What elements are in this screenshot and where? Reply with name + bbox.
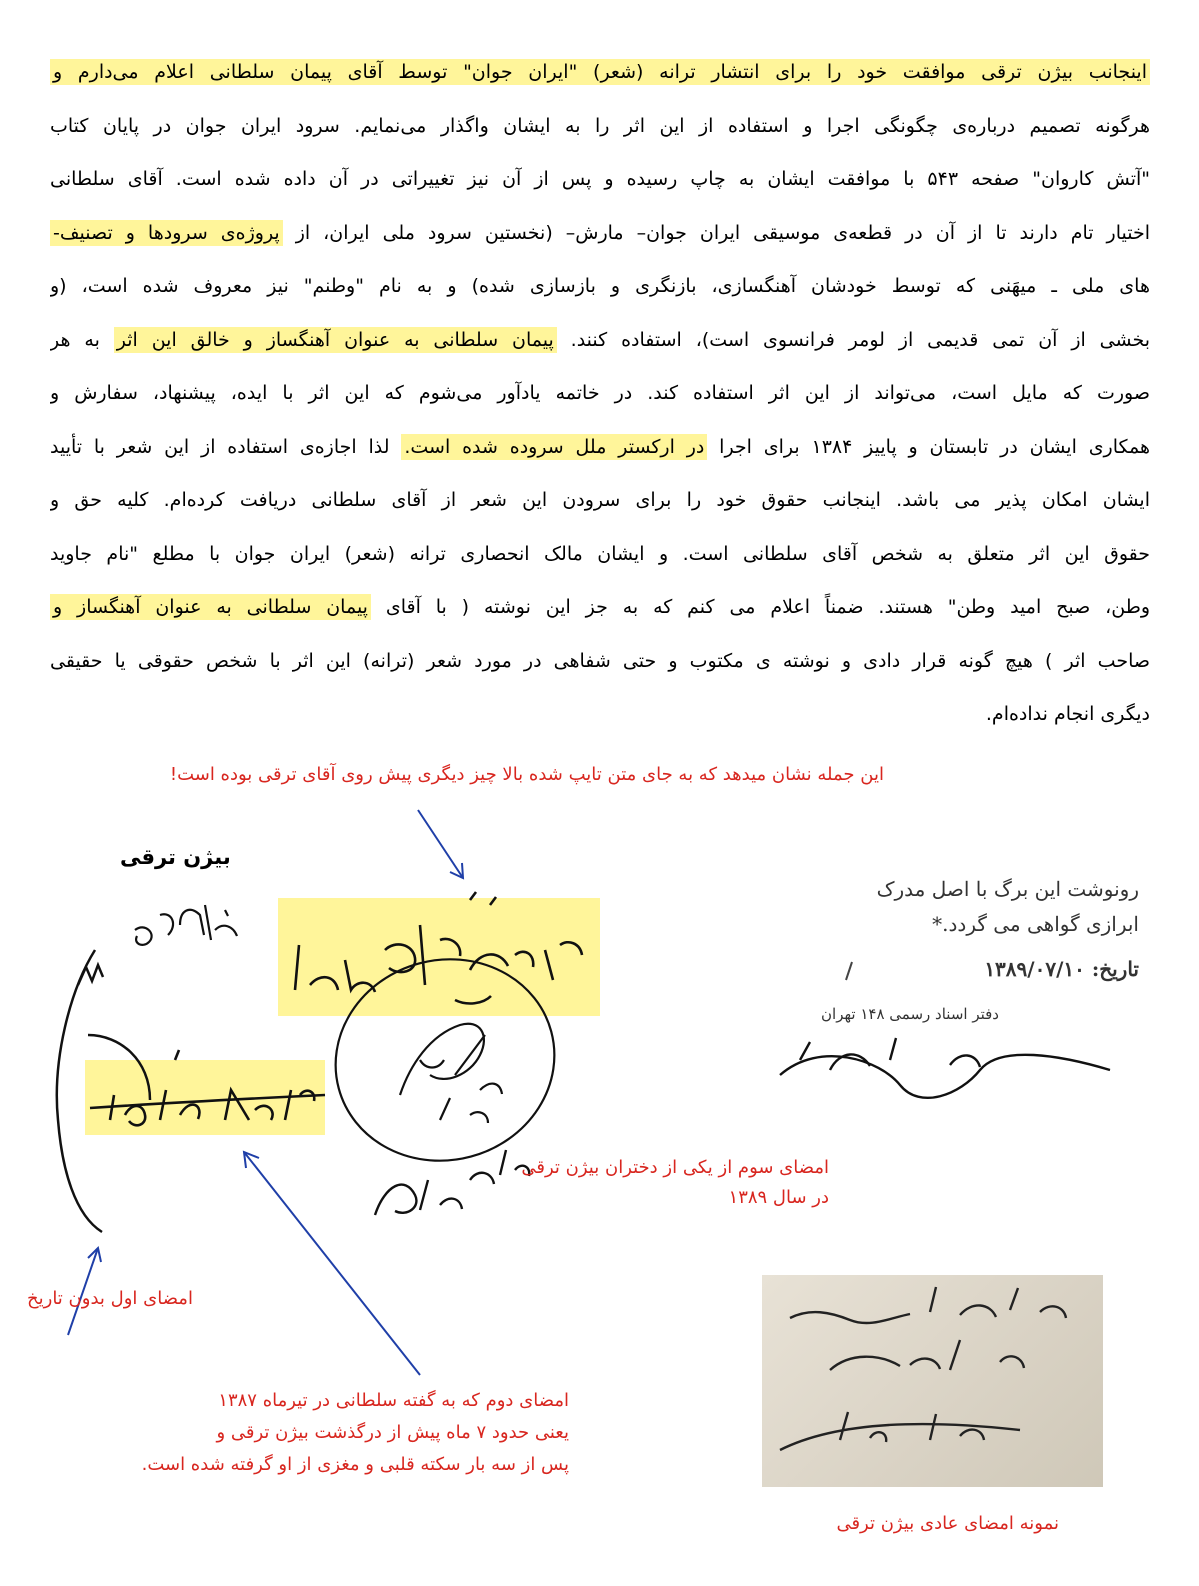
handwritten-name-upper xyxy=(135,905,237,945)
paragraph-line xyxy=(50,260,1150,314)
signature-name-label: بیژن ترقی xyxy=(120,845,231,869)
paragraph-line xyxy=(50,528,1150,582)
annotation-top-note: این جمله نشان میدهد که به جای متن تایپ شده بالا چیز دیگری پیش روی آقای ترقی بوده است! xyxy=(169,764,884,785)
paragraph-line xyxy=(50,46,1150,100)
paragraph-text: به هر xyxy=(50,328,114,351)
annotation-normal-signature: نمونه امضای عادی بیژن ترقی xyxy=(836,1513,1059,1534)
highlighted-text: پیمان سلطانی به عنوان آهنگساز و xyxy=(50,594,371,620)
annotation-third-signature-1: امضای سوم از یکی از دختران بیژن ترقی xyxy=(521,1157,829,1178)
paragraph-line xyxy=(50,635,1150,689)
normal-signature-photo xyxy=(762,1275,1103,1487)
paragraph-line xyxy=(50,688,1150,742)
stamp-line-2: ابرازی گواهی می گردد.* xyxy=(932,912,1139,936)
highlight-handwritten-phrase xyxy=(278,898,600,1016)
arrow-to-date xyxy=(244,1152,420,1375)
stamp-line-1: رونوشت این برگ با اصل مدرک xyxy=(876,877,1139,901)
annotation-first-signature: امضای اول بدون تاریخ xyxy=(27,1288,193,1309)
highlighted-text: پروژه‌ی سرودها و تصنیف- xyxy=(50,220,283,246)
arrow-to-phrase xyxy=(418,810,463,878)
paragraph-line xyxy=(50,153,1150,207)
paragraph-line xyxy=(50,581,1150,635)
stamp-line-4: دفتر اسناد رسمی ۱۴۸ تهران xyxy=(821,1005,999,1023)
paragraph-text: دیگری انجام نداده‌ام. xyxy=(985,703,1150,725)
highlighted-text: اینجانب بیژن ترقی موافقت خود را برای انتشار ترانه (شعر) "ایران جوان" توسط آقای پیمان سلطانی اعلام می‌دارم و xyxy=(50,59,1150,85)
paragraph-line xyxy=(50,100,1150,154)
paragraph-text: بخشی از آن تمی قدیمی از لومر فرانسوی است)، استفاده کنند. xyxy=(556,328,1150,351)
paragraph-text: هرگونه تصمیم درباره‌ی چگونگی اجرا و استفاده از این اثر را به ایشان واگذار می‌نمایم. سرود ایران جوان در پایان کتاب xyxy=(50,114,1150,137)
notary-signature xyxy=(780,1038,1110,1098)
annotation-second-signature-2: یعنی حدود ۷ ماه پیش از درگذشت بیژن ترقی و xyxy=(216,1422,569,1443)
highlighted-text: پیمان سلطانی به عنوان آهنگساز و خالق این اثر xyxy=(114,327,557,353)
paragraph-text: ایشان امکان پذیر می باشد. اینجانب حقوق خود را برای سرودن این شعر از آقای سلطانی دریافت کرده‌ام. کلیه حق و xyxy=(50,489,1150,511)
paragraph-line xyxy=(50,421,1150,475)
third-signature-name xyxy=(375,1150,529,1215)
annotation-second-signature-3: پس از سه بار سکته قلبی و مغزی از او گرفته شده است. xyxy=(141,1454,569,1475)
paragraph-text: "آتش کاروان" صفحه ۵۴۳ با موافقت ایشان به چاپ رسیده و پس از آن نیز تغییراتی در آن داده شده است. آقای سلطانی xyxy=(50,168,1150,190)
paragraph-text: اختیار تام دارند تا از آن در قطعه‌ی موسیقی ایران جوان– مارش– (نخستین سرود ملی ایران، از xyxy=(282,221,1150,244)
paragraph-text: همکاری ایشان در تابستان و پاییز ۱۳۸۴ برای اجرا xyxy=(707,435,1150,458)
paragraph-text: لذا اجازه‌ی استفاده از این شعر با تأیید xyxy=(50,435,402,458)
paragraph-text: وطن، صبح امید وطن" هستند. ضمناً اعلام می کنم که به جز این نوشته ( با آقای xyxy=(370,596,1150,618)
paragraph-text: حقوق این اثر متعلق به شخص آقای سلطانی است. و ایشان مالک انحصاری ترانه (شعر) ایران جوان با مطلع "نام جاوید xyxy=(50,542,1150,565)
notary-bracket xyxy=(846,962,852,980)
paragraph-line xyxy=(50,474,1150,528)
highlight-struck-date xyxy=(85,1060,325,1135)
annotation-third-signature-2: در سال ۱۳۸۹ xyxy=(728,1187,829,1208)
paragraph-text: صورت که مایل است، می‌تواند از این اثر استفاده کند. در خاتمه یادآور می‌شوم که این اثر با ایده، پیشنهاد، سفارش و xyxy=(50,382,1150,404)
paragraph-line xyxy=(50,207,1150,261)
paragraph-text: صاحب اثر ) هیچ گونه قرار دادی و نوشته ی مکتوب و حتی شفاهی در مورد شعر (ترانه) این اثر با شخص حقوقی یا حقیقی xyxy=(50,649,1150,672)
highlighted-text: در ارکستر ملل سروده شده است. xyxy=(401,434,707,460)
stamp-line-3: تاریخ: ۱۳۸۹/۰۷/۱۰ xyxy=(984,957,1139,981)
paragraph-text: های ملی ـ میهَنی که توسط خودشان آهنگسازی، بازنگری و بازسازی شده) و به نام "وطنم" نیز معروف شده است، (و xyxy=(50,275,1150,297)
paragraph-line xyxy=(50,367,1150,421)
document-body xyxy=(50,46,1150,742)
annotation-second-signature-1: امضای دوم که به گفته سلطانی در تیرماه ۱۳۸۷ xyxy=(218,1390,569,1411)
paragraph-line xyxy=(50,314,1150,368)
